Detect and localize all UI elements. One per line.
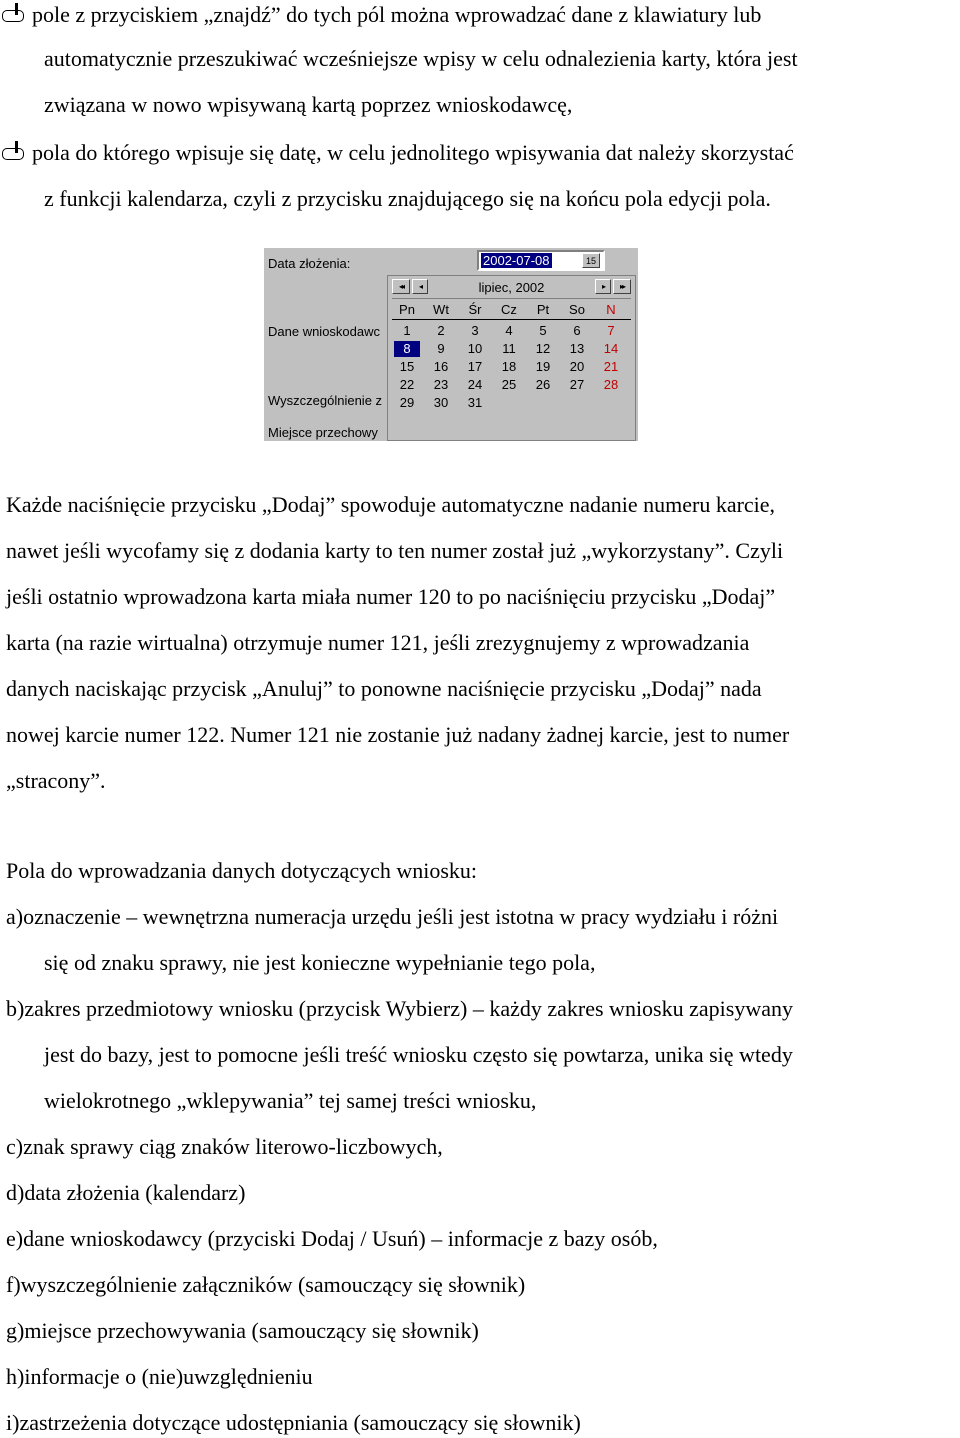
prev-month-button[interactable]: ◂ bbox=[412, 279, 428, 294]
calendar-day[interactable]: 20 bbox=[569, 359, 585, 374]
calendar-day[interactable]: 22 bbox=[399, 377, 415, 392]
calendar-day[interactable]: 1 bbox=[403, 323, 411, 338]
weekday-label: Wt bbox=[433, 302, 449, 317]
field-item-i: i)zastrzeżenia dotyczące udostępniania (samouczący się słownik) bbox=[6, 1410, 581, 1435]
next-year-button[interactable]: ▸▸ bbox=[613, 279, 631, 294]
month-title: lipiec, 2002 bbox=[478, 280, 545, 295]
calendar-popup bbox=[387, 275, 636, 441]
paragraph-line: nawet jeśli wycofamy się z dodania karty to ten numer został już „wykorzystany”. Czyli bbox=[6, 538, 784, 563]
field-item-c: c)znak sprawy ciąg znaków literowo-liczbowych, bbox=[6, 1134, 443, 1159]
weekday-label: So bbox=[569, 302, 585, 317]
calendar-day[interactable]: 26 bbox=[535, 377, 551, 392]
paragraph-line: jeśli ostatnio wprowadzona karta miała numer 120 to po naciśnięciu przycisku „Dodaj” bbox=[6, 584, 776, 609]
calendar-day[interactable]: 13 bbox=[569, 341, 585, 356]
calendar-day[interactable]: 27 bbox=[569, 377, 585, 392]
field-item-d: d)data złożenia (kalendarz) bbox=[6, 1180, 246, 1205]
weekday-label: Pt bbox=[536, 302, 550, 317]
paragraph-line: „stracony”. bbox=[6, 768, 106, 793]
calendar-day[interactable]: 6 bbox=[573, 323, 581, 338]
calendar-divider bbox=[392, 298, 631, 299]
field-item-g: g)miejsce przechowywania (samouczący się słownik) bbox=[6, 1318, 479, 1343]
date-value: 2002-07-08 bbox=[483, 253, 550, 268]
calendar-day[interactable]: 28 bbox=[603, 377, 619, 392]
paragraph-line: nowej karcie numer 122. Numer 121 nie zostanie już nadany żadnej karcie, jest to numer bbox=[6, 722, 790, 747]
calendar-day[interactable]: 5 bbox=[539, 323, 547, 338]
field-item-b: b)zakres przedmiotowy wniosku (przycisk Wybierz) – każdy zakres wniosku zapisywany bbox=[6, 996, 793, 1021]
calendar-day[interactable]: 7 bbox=[607, 323, 615, 338]
bullet-2-line-2: z funkcji kalendarza, czyli z przycisku znajdującego się na końcu pola edycji pola. bbox=[44, 186, 771, 211]
label-data-zlozenia: Data złożenia: bbox=[268, 256, 351, 271]
bullet-1-line-2: automatycznie przeszukiwać wcześniejsze wpisy w celu odnalezienia karty, która jest bbox=[44, 46, 798, 71]
calendar-day[interactable]: 17 bbox=[467, 359, 483, 374]
calendar-day[interactable]: 9 bbox=[437, 341, 445, 356]
calendar-day[interactable]: 11 bbox=[502, 341, 516, 356]
field-item-h: h)informacje o (nie)uwzględnieniu bbox=[6, 1364, 313, 1389]
fields-heading: Pola do wprowadzania danych dotyczących wniosku: bbox=[6, 858, 478, 883]
calendar-day[interactable]: 21 bbox=[603, 359, 619, 374]
calendar-day[interactable]: 10 bbox=[467, 341, 483, 356]
weekday-label: Cz bbox=[501, 302, 517, 317]
calendar-day[interactable]: 30 bbox=[433, 395, 449, 410]
paragraph-line: karta (na razie wirtualna) otrzymuje numer 121, jeśli zrezygnujemy z wprowadzania bbox=[6, 630, 750, 655]
speaker-bullet-icon bbox=[0, 2, 28, 24]
field-item-a: a)oznaczenie – wewnętrzna numeracja urzędu jeśli jest istotna w pracy wydziału i różni bbox=[6, 904, 779, 929]
calendar-day[interactable]: 15 bbox=[399, 359, 415, 374]
paragraph-line: danych naciskając przycisk „Anuluj” to ponowne naciśnięcie przycisku „Dodaj” nada bbox=[6, 676, 762, 701]
calendar-day[interactable]: 16 bbox=[433, 359, 449, 374]
field-item-a-cont: się od znaku sprawy, nie jest konieczne wypełnianie tego pola, bbox=[44, 950, 596, 975]
weekday-label: N bbox=[606, 302, 616, 317]
prev-year-button[interactable]: ◂◂ bbox=[392, 279, 410, 294]
speaker-bullet-icon bbox=[0, 140, 28, 162]
calendar-day[interactable]: 18 bbox=[501, 359, 517, 374]
label-wyszczegolnienie: Wyszczególnienie z bbox=[268, 393, 383, 408]
label-miejsce-przechowywania: Miejsce przechowy bbox=[268, 425, 378, 440]
field-item-f: f)wyszczególnienie załączników (samouczący się słownik) bbox=[6, 1272, 526, 1297]
next-month-button[interactable]: ▸ bbox=[595, 279, 611, 294]
calendar-day[interactable]: 8 bbox=[403, 341, 411, 356]
calendar-day[interactable]: 23 bbox=[433, 377, 449, 392]
calendar-day[interactable]: 14 bbox=[603, 341, 619, 356]
calendar-day[interactable]: 29 bbox=[399, 395, 415, 410]
calendar-day[interactable]: 3 bbox=[471, 323, 479, 338]
paragraph-line: Każde naciśnięcie przycisku „Dodaj” spowoduje automatyczne nadanie numeru karcie, bbox=[6, 492, 776, 517]
calendar-day[interactable]: 2 bbox=[437, 323, 445, 338]
field-item-e: e)dane wnioskodawcy (przyciski Dodaj / Usuń) – informacje z bazy osób, bbox=[6, 1226, 658, 1251]
calendar-button[interactable]: 15 bbox=[582, 253, 600, 268]
bullet-1-line-1: pole z przyciskiem „znajdź” do tych pól można wprowadzać dane z klawiatury lub bbox=[0, 0, 761, 30]
weekday-label: Pn bbox=[399, 302, 415, 317]
date-picker-screenshot bbox=[264, 248, 638, 441]
calendar-day[interactable]: 4 bbox=[505, 323, 513, 338]
weekday-label: Śr bbox=[468, 302, 482, 317]
calendar-day[interactable]: 31 bbox=[467, 395, 483, 410]
bullet-2-line-1: pola do którego wpisuje się datę, w celu jednolitego wpisywania dat należy skorzystać bbox=[0, 138, 794, 168]
weekday-divider bbox=[392, 319, 631, 320]
calendar-day[interactable]: 12 bbox=[535, 341, 551, 356]
calendar-day[interactable]: 25 bbox=[501, 377, 517, 392]
label-dane-wnioskodawcy: Dane wnioskodawc bbox=[268, 324, 381, 339]
calendar-day[interactable]: 19 bbox=[535, 359, 551, 374]
bullet-1-line-3: związana w nowo wpisywaną kartą poprzez wnioskodawcę, bbox=[44, 92, 573, 117]
field-item-b-cont: jest do bazy, jest to pomocne jeśli treść wniosku często się powtarza, unika się wtedy bbox=[44, 1042, 793, 1067]
date-input[interactable] bbox=[477, 250, 605, 271]
calendar-day[interactable]: 24 bbox=[467, 377, 483, 392]
field-item-b-cont: wielokrotnego „wklepywania” tej samej treści wniosku, bbox=[44, 1088, 537, 1113]
